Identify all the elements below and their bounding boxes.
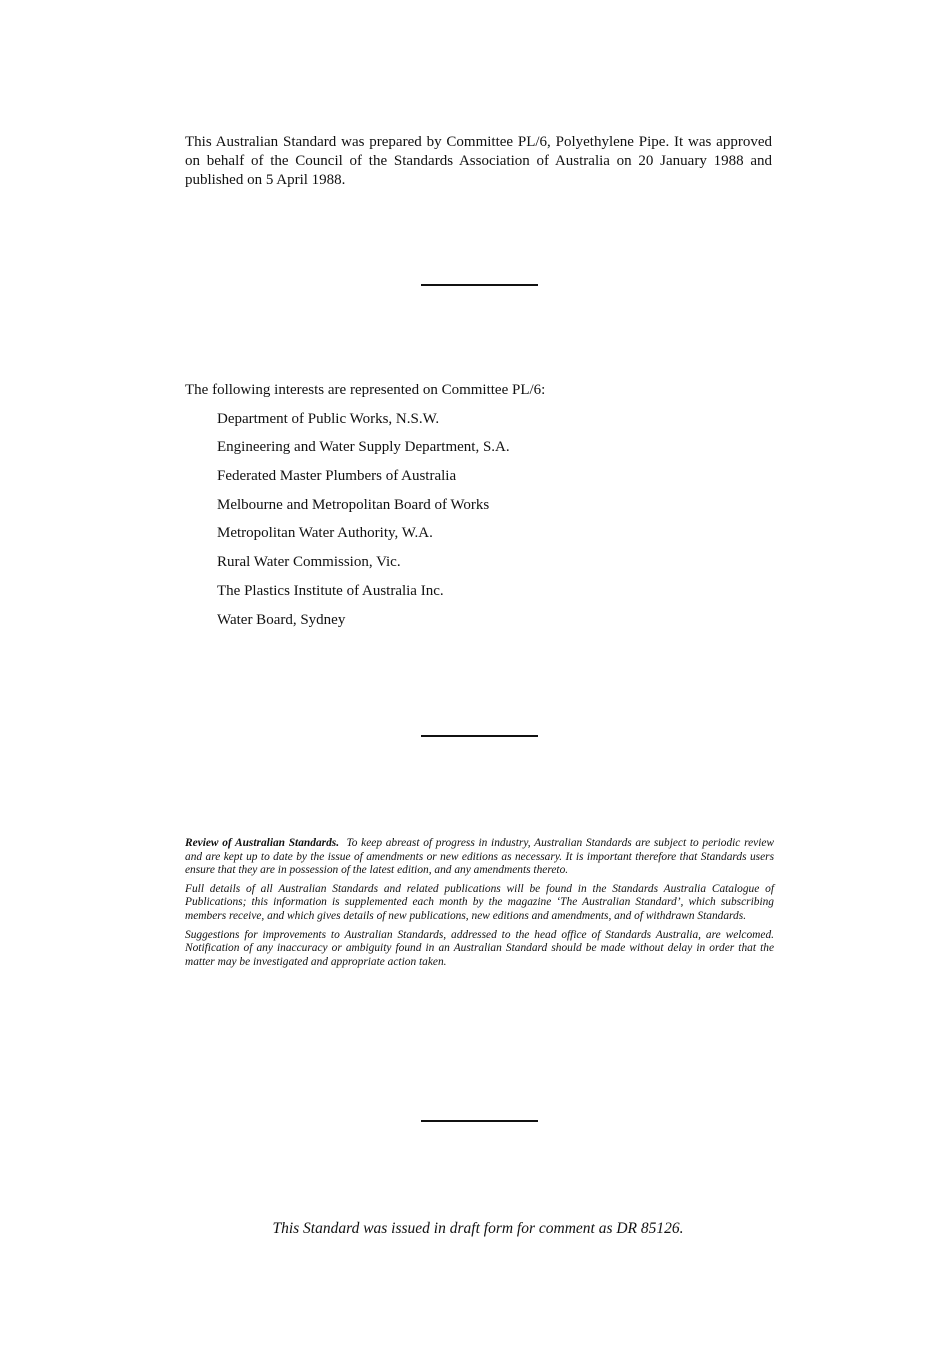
committee-member: Melbourne and Metropolitan Board of Works [217, 496, 490, 513]
committee-interests [185, 381, 785, 630]
committee-heading: The following interests are represented on Committee PL/6: [185, 382, 546, 398]
catalogue-paragraph: Full details of all Australian Standards and related publications will be found in the Standards Australia Catalogue of Publications; this information is supplemented each month by the magazine ‘The Australian Standard’, which subscribing members receive, and which gives details of new publications, new editions and amendments, and of withdrawn Standards. [185, 882, 774, 922]
review-notice [185, 837, 774, 974]
committee-member: Federated Master Plumbers of Australia [217, 468, 457, 485]
draft-note: This Standard was issued in draft form for comment as DR 85126. [272, 1220, 684, 1237]
committee-member-list [185, 410, 785, 630]
section-divider [421, 735, 538, 737]
preparation-statement: This Australian Standard was prepared by Committee PL/6, Polyethylene Pipe. It was approved on behalf of the Council of the Standards Association of Australia on 20 January 1988 and published on 5 April 1988. [185, 134, 772, 188]
review-text: To keep abreast of progress in industry, Australian Standards are subject to periodic review and are kept up to date by the issue of amendments or new editions as necessary. It is important therefore that Standards users ensure that they are in possession of the latest edition, and any amendments thereto. [185, 837, 775, 877]
committee-member: Metropolitan Water Authority, W.A. [217, 525, 433, 542]
committee-member: Engineering and Water Supply Department, S.A. [217, 439, 510, 456]
section-divider [421, 1120, 538, 1122]
review-paragraph [185, 837, 774, 878]
review-title: Review of Australian Standards. [185, 837, 340, 849]
suggestions-paragraph: Suggestions for improvements to Australian Standards, addressed to the head office of Standards Australia, are welcomed. Notification of any inaccuracy or ambiguity found in an Australian Standard should be made without delay in order that the matter may be investigated and appropriate action taken. [185, 928, 774, 968]
committee-member: Water Board, Sydney [217, 611, 346, 628]
committee-member: The Plastics Institute of Australia Inc. [217, 582, 444, 599]
section-divider [421, 284, 538, 286]
committee-member: Department of Public Works, N.S.W. [217, 410, 440, 427]
committee-member: Rural Water Commission, Vic. [217, 554, 401, 571]
